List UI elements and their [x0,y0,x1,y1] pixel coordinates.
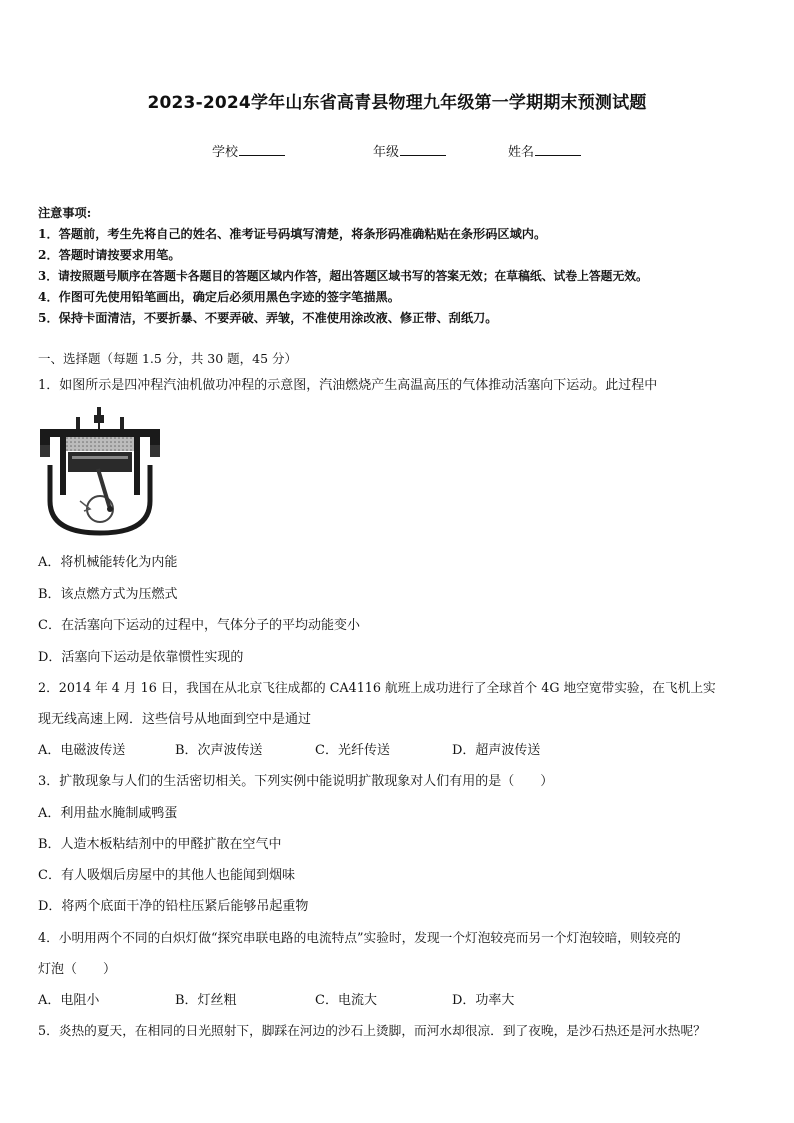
engine-diagram [38,405,164,537]
q3-option-b[interactable]: B．人造木板粘结剂中的甲醛扩散在空气中 [38,837,282,852]
q1-option-a[interactable]: A．将机械能转化为内能 [38,555,178,570]
question-5-text: 5．炎热的夏天，在相同的日光照射下，脚踩在河边的沙石上烫脚，而河水却很凉．到了夜晚，是沙石热还是河水热呢？ [38,1023,706,1038]
section-heading: 一、选择题（每题 1.5 分，共 30 题，45 分） [38,351,298,366]
q1-option-d[interactable]: D．活塞向下运动是依靠惯性实现的 [38,650,244,665]
note-item: 2．答题时请按要求用笔。 [38,248,181,262]
grade-blank[interactable] [400,143,446,156]
q2-option-d[interactable]: D．超声波传送 [452,743,541,758]
question-4-line-2: 灯泡（ ） [38,962,117,977]
question-3-text: 3．扩散现象与人们的生活密切相关。下列实例中能说明扩散现象对人们有用的是（ ） [38,774,554,789]
question-4-line-1: 4．小明用两个不同的白炽灯做“探究串联电路的电流特点”实验时，发现一个灯泡较亮而另一个灯泡较暗，则较亮的 [38,930,681,945]
note-item: 3．请按照题号顺序在答题卡各题目的答题区域内作答，超出答题区域书写的答案无效；在草稿纸、试卷上答题无效。 [38,269,648,283]
q2-option-b[interactable]: B．次声波传送 [175,743,263,758]
notes-block [38,203,648,329]
exam-title: 2023-2024学年山东省高青县物理九年级第一学期期末预测试题 [147,93,647,113]
question-2-line-2: 现无线高速上网．这些信号从地面到空中是通过 [38,712,312,727]
notes-heading: 注意事项: [38,206,92,220]
q4-option-c[interactable]: C．电流大 [315,993,377,1008]
name-label: 姓名 [508,145,535,160]
q1-option-c[interactable]: C．在活塞向下运动的过程中，气体分子的平均动能变小 [38,618,360,633]
grade-field[interactable] [373,141,446,160]
grade-label: 年级 [373,145,400,160]
q2-option-c[interactable]: C．光纤传送 [315,743,390,758]
q1-option-b[interactable]: B．该点燃方式为压燃式 [38,587,178,602]
q4-option-b[interactable]: B．灯丝粗 [175,993,237,1008]
school-label: 学校 [212,145,239,160]
q3-option-d[interactable]: D．将两个底面干净的铅柱压紧后能够吊起重物 [38,899,309,914]
note-item: 4．作图可先使用铅笔画出，确定后必须用黑色字迹的签字笔描黑。 [38,290,400,304]
school-field[interactable] [212,141,285,160]
name-blank[interactable] [535,143,581,156]
question-1-text: 1．如图所示是四冲程汽油机做功冲程的示意图，汽油燃烧产生高温高压的气体推动活塞向下运动。此过程中 [38,378,658,393]
note-item: 1．答题前，考生先将自己的姓名、准考证号码填写清楚，将条形码准确粘贴在条形码区域内。 [38,227,547,241]
name-field[interactable] [508,141,581,160]
q4-option-d[interactable]: D．功率大 [452,993,515,1008]
question-2-line-1: 2．2014 年 4 月 16 日，我国在从北京飞往成都的 CA4116 航班上成功进行了全球首个 4G 地空宽带实验，在飞机上实 [38,680,716,695]
q3-option-c[interactable]: C．有人吸烟后房屋中的其他人也能闻到烟味 [38,868,295,883]
school-blank[interactable] [239,143,285,156]
q3-option-a[interactable]: A．利用盐水腌制咸鸭蛋 [38,806,178,821]
note-item: 5．保持卡面清洁，不要折暴、不要弄破、弄皱，不准使用涂改液、修正带、刮纸刀。 [38,311,498,325]
q2-option-a[interactable]: A．电磁波传送 [38,743,126,758]
q4-option-a[interactable]: A．电阻小 [38,993,100,1008]
